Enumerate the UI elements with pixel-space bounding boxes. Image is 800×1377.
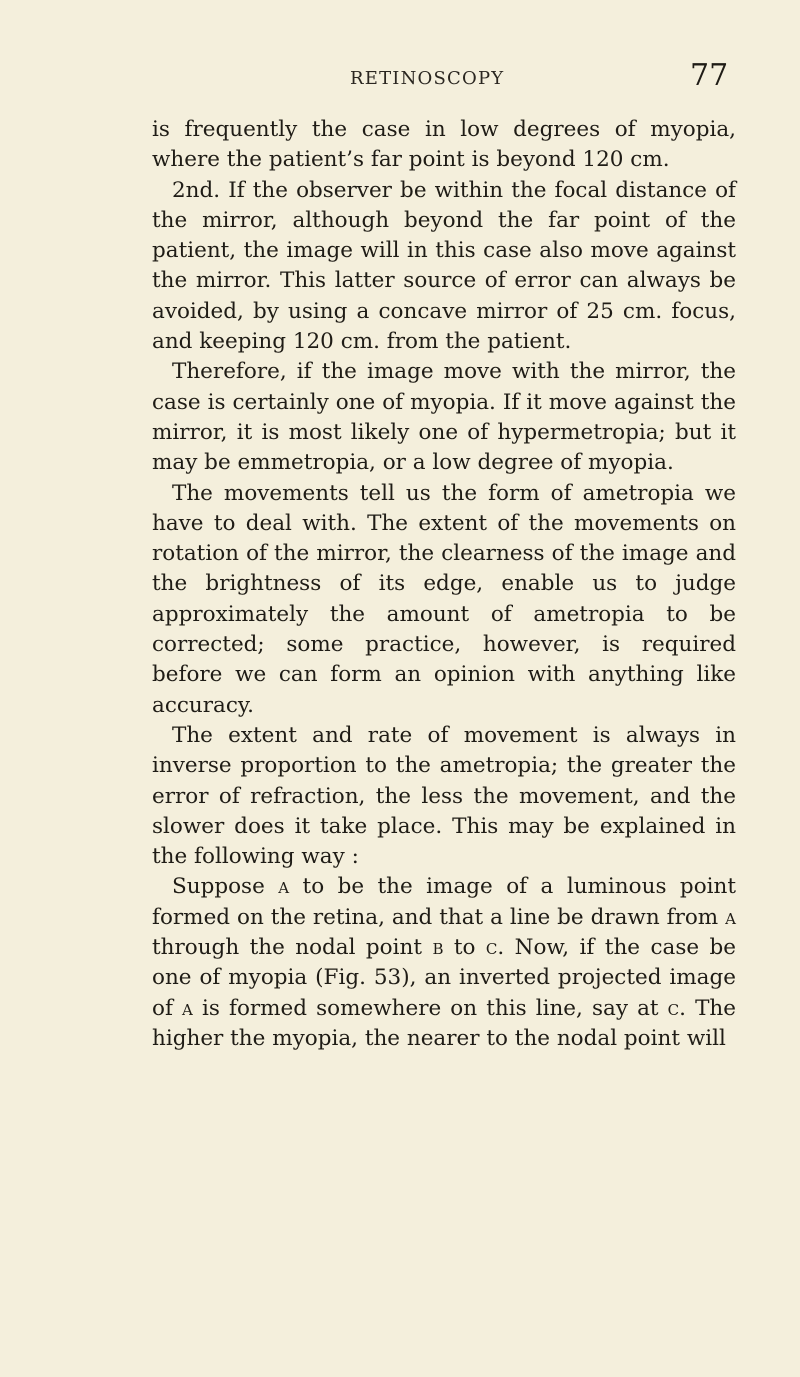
page-header [0,60,800,100]
paragraph: 2nd. If the observer be within the focal distance of the mirror, although beyond the far point of the patient, the image will in this case also move against the mirror. This latter source of error can always be avoided, by using a concave mirror of 25 cm. focus, and keeping 120 cm. from the patient. [152,177,736,355]
body-text [152,115,736,1054]
point-label-c: c [667,995,680,1021]
point-label-b: b [432,935,444,961]
text-run: to be the image of a luminous point formed on the retina, and that a line be drawn from [152,874,736,930]
paragraph: Therefore, if the image move with the mirror, the case is certainly one of myopia. If it move against the mirror, it is most likely one of hypermetropia; but it may be emmetropia, or a low degree of myopia. [152,359,736,476]
paragraph: The extent and rate of movement is always in inverse proportion to the ametropia; the greater the error of refraction, the less the movement, and the slower does it take place. This may be explained in the following way : [152,722,736,870]
text-run: to [443,935,486,961]
point-label-c: c [485,935,498,961]
paragraph: The movements tell us the form of ametropia we have to deal with. The extent of the movements on rotation of the mirror, the clearness of the image and the brightness of its edge, enable us to judge approximately the amount of ametropia to be corrected; some practice, however, is required before we can form an opinion with anything like accuracy. [152,480,736,718]
text-run: is formed somewhere on this line, say at [192,995,668,1021]
paragraph [152,872,736,1054]
text-run: Suppose [172,874,279,900]
page-number: 77 [690,58,729,93]
text-run: . Now, if the case be one of myopia (Fig. 53), an inverted projected image of [152,935,736,1021]
point-label-a: a [182,995,193,1021]
paragraph: is frequently the case in low degrees of myopia, where the patient’s far point is beyond 120 cm. [152,117,736,173]
text-run: through the nodal point [152,935,433,961]
point-label-a: a [725,904,736,930]
text-run: . The higher the myopia, the nearer to the nodal point will [152,995,736,1051]
running-head: RETINOSCOPY [350,68,505,89]
point-label-a: a [278,874,290,900]
